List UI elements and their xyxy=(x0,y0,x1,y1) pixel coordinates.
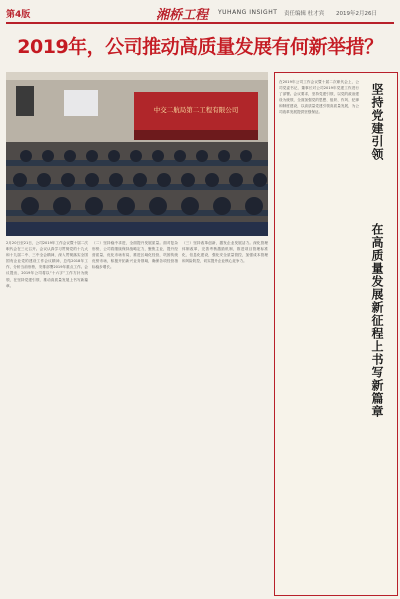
main-headline: 2019年，公司推动高质量发展有何新举措？ xyxy=(17,36,383,58)
conference-hall-illustration xyxy=(6,72,268,236)
stage-banner: 中交二航局第二工程有限公司 xyxy=(153,106,239,114)
sidebar-title-primary: 坚持党建引领 xyxy=(370,83,384,161)
issue-date: 2019年2月26日 xyxy=(336,11,377,17)
article-paragraph: 2月20日至21日，公司2019年工作会议暨十届二次职代会在三元召开。会议认真学习贯彻党的十九大和十九届二中、三中全会精神，深入贯彻落实全国国有企业党的建设工作会议精神，总结2018年工作，分析当前形势，安排部署2019年重点工作。会议提出，2019年公司将以“十六字”工作方针为统领，在坚持党建引领、推动高质量发展上书写新篇章。 xyxy=(6,241,88,288)
article-paragraph: （二）坚持稳中求进，全面提升发展质量。面对复杂形势，公司将继续保持战略定力，聚焦主业，提升经营质量，优化市场布局，推进区域化经营，巩固传统优势市场，积极开拓新兴业务领域，确保各项经营指标稳步增长。 xyxy=(92,241,178,270)
sidebar-feature xyxy=(274,72,398,596)
sidebar-paragraph: 在2019年公司工作会议暨十届二次职代会上，公司党委书记、董事长对公司2019年党建工作进行了部署。会议要求，坚持党建引领，以党的政治建设为统领，全面加强党的思想、组织、作风、纪律和制度建设，以高质量党建引领高质量发展，为公司改革发展提供坚强保证。 xyxy=(279,80,359,115)
sidebar-body xyxy=(279,79,359,589)
section-label: YUHANG INSIGHT xyxy=(218,9,278,16)
article-column-2 xyxy=(92,240,178,592)
article-column-3 xyxy=(182,240,268,592)
article-paragraph: （三）坚持改革创新，激发企业发展活力。深化管理体制改革，完善考核激励机制，推进项目管理标准化、信息化建设，强化安全质量管控，加强成本管理和风险防控，切实提升企业核心竞争力。 xyxy=(182,241,268,264)
sidebar-title-secondary: 在高质量发展新征程上书写新篇章 xyxy=(370,223,384,418)
article-column-1 xyxy=(6,240,88,592)
editor-credit: 责任编辑 杜才宾 xyxy=(284,11,325,17)
newspaper-masthead: 湘桥工程 xyxy=(156,8,209,23)
page-header xyxy=(6,4,394,24)
meeting-photo xyxy=(6,72,268,236)
page-number: 第4版 xyxy=(6,10,31,20)
